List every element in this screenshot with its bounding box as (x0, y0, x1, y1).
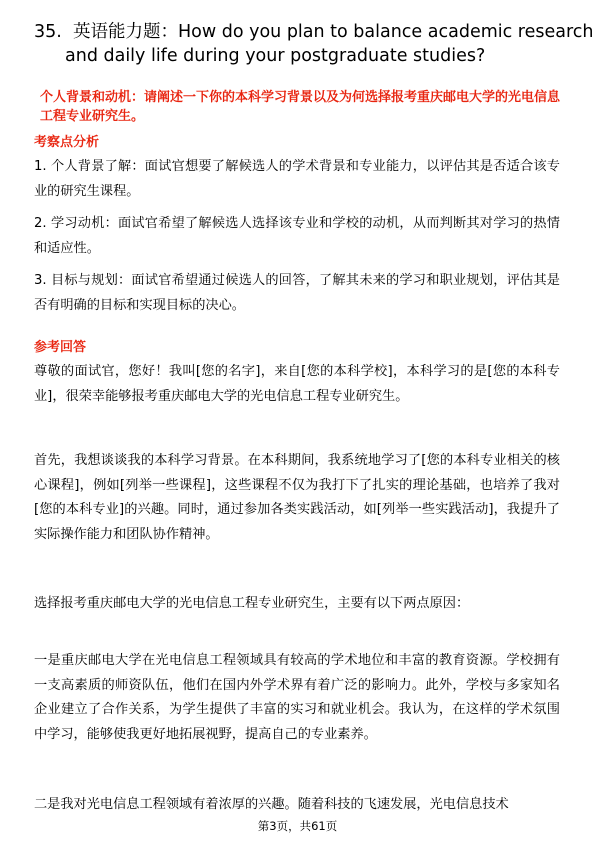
page-number-footer: 第3页，共61页 (257, 819, 338, 833)
question-title-line-1 (34, 20, 594, 44)
answer-paragraph-4: 一是重庆邮电大学在光电信息工程领域具有较高的学术地位和丰富的教育资源。学校拥有一支高素质的师资队伍，他们在国内外学术界有着广泛的影响力。此外，学校与多家知名企业建立了合作关系，为学生提供了丰富的实习和就业机会。我认为，在这样的学术氛围中学习，能够使我更好地拓展视野，提高自己的专业素养。 (34, 653, 560, 742)
reference-answer-heading: 参考回答 (34, 340, 87, 355)
personal-background-heading: 个人背景和动机：请阐述一下你的本科学习背景以及为何选择报考重庆邮电大学的光电信息工程专业研究生。 (40, 90, 561, 124)
question-number: 35. (34, 22, 62, 42)
answer-paragraph-1: 尊敬的面试官，您好！我叫[您的名字]，来自[您的本科学校]，本科学习的是[您的本科专业]，很荣幸能够报考重庆邮电大学的光电信息工程专业研究生。 (34, 364, 560, 404)
question-title (34, 20, 594, 68)
analysis-point-2: 2. 学习动机：面试官希望了解候选人选择该专业和学校的动机，从而判断其对学习的热情和适应性。 (34, 216, 560, 256)
answer-paragraph-3: 选择报考重庆邮电大学的光电信息工程专业研究生，主要有以下两点原因： (34, 596, 470, 611)
answer-paragraph-5: 二是我对光电信息工程领域有着浓厚的兴趣。随着科技的飞速发展，光电信息技术 (34, 797, 509, 812)
question-text-line-2: and daily life during your postgraduate studies? (65, 46, 486, 66)
analysis-point-1: 1. 个人背景了解：面试官想要了解候选人的学术背景和专业能力，以评估其是否适合该专业的研究生课程。 (34, 159, 560, 199)
answer-paragraph-2: 首先，我想谈谈我的本科学习背景。在本科期间，我系统地学习了[您的本科专业相关的核心课程]，例如[列举一些课程]，这些课程不仅为我打下了扎实的理论基础，也培养了我对[您的本科专业]的兴趣。同时，通过参加各类实践活动，如[列举一些实践活动]，我提升了实际操作能力和团队协作精神。 (34, 453, 560, 542)
analysis-point-3: 3. 目标与规划：面试官希望通过候选人的回答，了解其未来的学习和职业规划，评估其是否有明确的目标和实现目标的决心。 (34, 273, 560, 313)
analysis-heading: 考察点分析 (34, 135, 100, 150)
question-text-line-1: 英语能力题：How do you plan to balance academic research (72, 22, 594, 42)
